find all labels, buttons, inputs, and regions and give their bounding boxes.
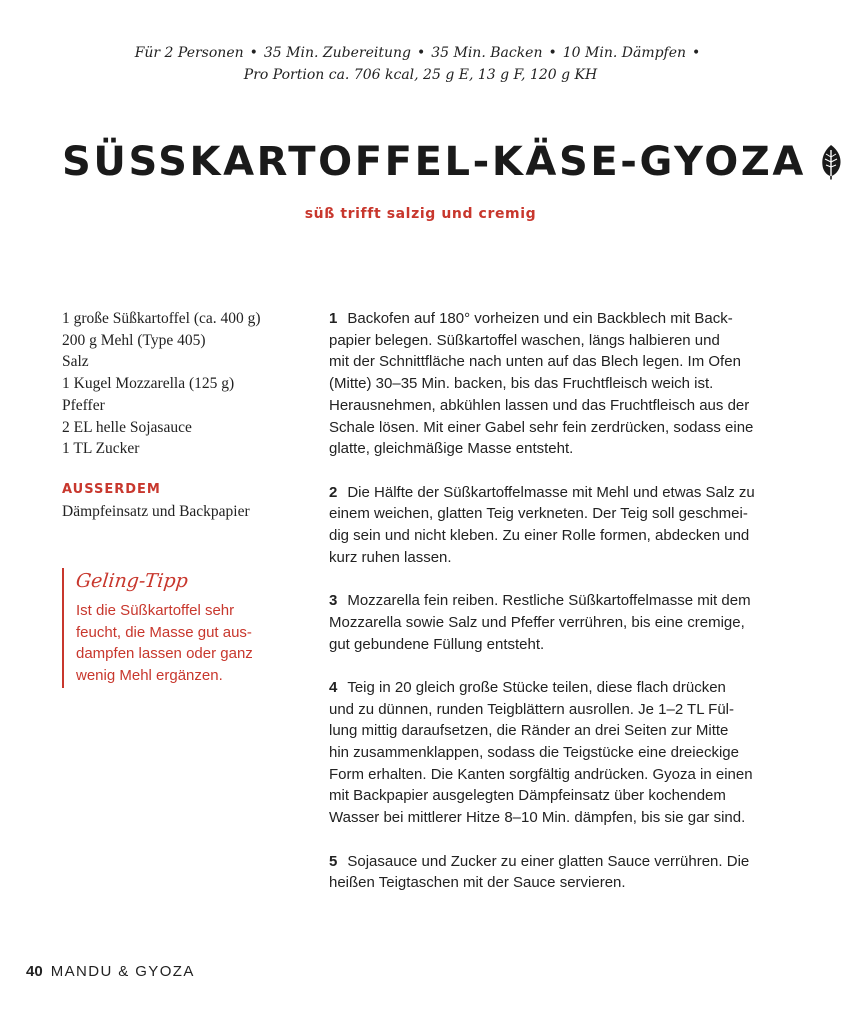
- meta-separator: •: [416, 45, 426, 61]
- step-text: Die Hälfte der Süßkartoffelmasse mit Mehl und etwas Salz zu: [347, 483, 755, 501]
- recipe-title: SÜSSKARTOFFEL-KÄSE-GYOZA: [62, 139, 806, 185]
- step-line: [329, 482, 769, 504]
- step-line: Form erhalten. Die Kanten sorgfältig andrücken. Gyoza in einen: [329, 765, 753, 783]
- step-number: 5: [329, 852, 338, 870]
- step-line: Herausnehmen, abkühlen lassen und das Fruchtfleisch aus der: [329, 396, 750, 414]
- title-row: [62, 138, 841, 186]
- step-text: Mozzarella fein reiben. Restliche Süßkartoffelmasse mit dem: [347, 592, 751, 610]
- step-line: einem weichen, glatten Teig verkneten. Der Teig soll geschmei-: [329, 505, 748, 523]
- step-line: [329, 590, 769, 612]
- ingredient-item: 200 g Mehl (Type 405): [62, 331, 206, 349]
- step-line: [329, 677, 769, 699]
- step-2: [329, 482, 769, 569]
- ingredient-list: [62, 308, 312, 460]
- tip-heading: Geling-Tipp: [74, 570, 189, 592]
- step-line: und zu dünnen, runden Teigblättern ausrollen. Je 1–2 TL Fül-: [329, 700, 734, 718]
- meta-line-1: [0, 42, 841, 64]
- step-line: (Mitte) 30–35 Min. backen, bis das Fruchtfleisch weich ist.: [329, 375, 714, 393]
- recipe-subtitle: süß trifft salzig und cremig: [304, 206, 537, 222]
- page-footer: [26, 963, 195, 980]
- step-line: [329, 851, 769, 873]
- step-3: [329, 590, 769, 655]
- step-4: [329, 677, 769, 829]
- ingredient-item: Salz: [62, 353, 89, 371]
- step-text: Sojasauce und Zucker zu einer glatten Sauce verrühren. Die: [347, 852, 750, 870]
- step-number: 2: [329, 483, 338, 501]
- section-name: MANDU & GYOZA: [50, 963, 195, 980]
- tip-line: dampfen lassen oder ganz: [76, 645, 253, 662]
- step-5: [329, 851, 769, 894]
- ingredient-item: 1 TL Zucker: [62, 440, 140, 458]
- ingredient-item: 2 EL helle Sojasauce: [62, 418, 192, 436]
- meta-servings: Für 2 Personen: [134, 45, 244, 61]
- ingredient-item: Pfeffer: [62, 396, 105, 414]
- meta-separator: •: [548, 45, 557, 61]
- ausserdem-heading: AUSSERDEM: [62, 482, 161, 497]
- ingredient-item: 1 Kugel Mozzarella (125 g): [62, 375, 235, 393]
- step-line: mit Backpapier ausgelegten Dämpfeinsatz über kochendem: [329, 787, 726, 805]
- step-line: gut gebundene Füllung entsteht.: [329, 635, 545, 653]
- meta-prep-time: 35 Min. Zubereitung: [263, 45, 411, 61]
- step-line: hin zusammenklappen, sodass die Teigstücke eine dreieckige: [329, 744, 739, 762]
- step-line: dig sein und nicht kleben. Zu einer Rolle formen, abdecken und: [329, 527, 750, 545]
- recipe-meta: [0, 42, 841, 86]
- step-line: [329, 308, 769, 330]
- tip-line: Ist die Süßkartoffel sehr: [76, 602, 235, 619]
- ingredient-item: 1 große Süßkartoffel (ca. 400 g): [62, 310, 261, 327]
- step-number: 1: [329, 310, 338, 327]
- step-line: papier belegen. Süßkartoffel waschen, längs halbieren und: [329, 331, 720, 349]
- step-line: heißen Teigtaschen mit der Sauce servieren.: [329, 874, 626, 892]
- instruction-steps: [329, 308, 769, 916]
- meta-steam-time: 10 Min. Dämpfen: [562, 45, 687, 61]
- tip-box: [62, 568, 302, 688]
- step-number: 3: [329, 592, 338, 610]
- tip-line: wenig Mehl ergänzen.: [76, 666, 223, 684]
- step-line: kurz ruhen lassen.: [329, 548, 452, 566]
- meta-nutrition: Pro Portion ca. 706 kcal, 25 g E, 13 g F, 120 g KH: [243, 67, 598, 83]
- meta-separator: •: [692, 45, 701, 61]
- tip-line: feucht, die Masse gut aus-: [76, 623, 252, 641]
- step-text: Backofen auf 180° vorheizen und ein Backblech mit Back-: [347, 310, 733, 327]
- leaf-icon: [820, 144, 841, 180]
- step-line: mit der Schnittfläche nach unten auf das Blech legen. Im Ofen: [329, 353, 741, 371]
- step-line: lung mittig daraufsetzen, die Ränder an drei Seiten zur Mitte: [329, 722, 729, 740]
- page-number: 40: [26, 963, 43, 980]
- step-1: [329, 308, 769, 460]
- step-number: 4: [329, 678, 338, 696]
- meta-bake-time: 35 Min. Backen: [431, 45, 543, 61]
- ausserdem-text: Dämpfeinsatz und Backpapier: [62, 503, 250, 520]
- step-line: Wasser bei mittlerer Hitze 8–10 Min. dämpfen, bis sie gar sind.: [329, 809, 746, 827]
- meta-separator: •: [249, 45, 258, 61]
- step-line: Schale lösen. Mit einer Gabel sehr fein zerdrücken, sodass eine: [329, 418, 754, 436]
- step-line: Mozzarella sowie Salz und Pfeffer verrühren, bis eine cremige,: [329, 613, 745, 631]
- step-line: glatte, gleichmäßige Masse entsteht.: [329, 440, 574, 458]
- step-text: Teig in 20 gleich große Stücke teilen, diese flach drücken: [347, 678, 726, 696]
- tip-text: [76, 600, 302, 686]
